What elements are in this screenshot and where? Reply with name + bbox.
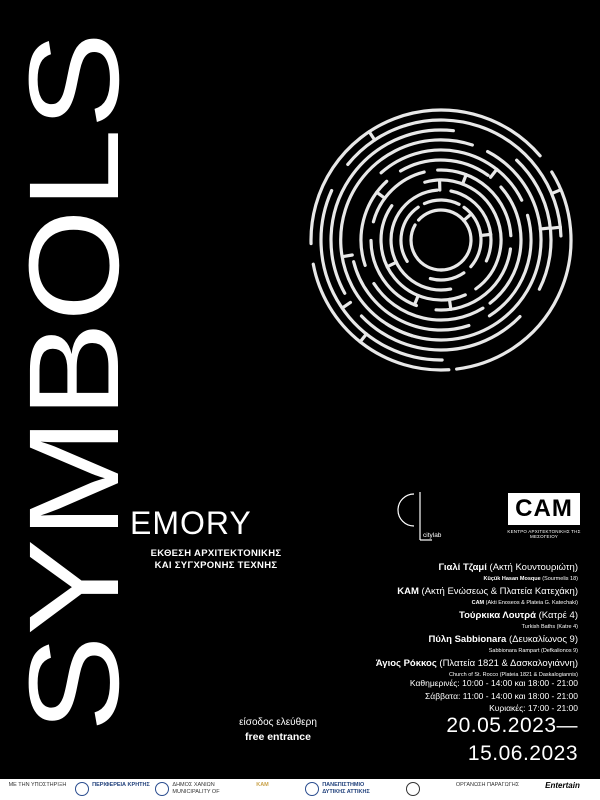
municipality-emblem-icon [155,782,169,796]
labyrinth-arc [313,264,449,370]
memory-word: EMORY [130,505,252,541]
cam-logo-title: CAM [508,493,580,525]
venue-item [278,585,578,608]
region-emblem-icon [75,782,89,796]
venue-name-english: Church of St. Rocco (Plateia 1821 & Daskalogiannis) [448,672,578,678]
venue-item [278,609,578,632]
sponsor-footer [0,779,600,800]
sponsor-logo-kam [225,779,300,800]
sponsor-logo-region [75,779,150,800]
labyrinth-arc [411,225,443,270]
hours-sunday: Κυριακές: 17:00 - 21:00 [489,703,578,713]
vertical-title-graphic [0,20,150,740]
date-start: 20.05.2023— [446,714,578,737]
vertical-title [0,20,150,740]
labyrinth-arc [451,191,491,261]
hours-weekdays: Καθημερινές: 10:00 - 14:00 και 18:00 - 21:00 [409,678,578,688]
citylab-logo [392,488,487,550]
venue-item [278,633,578,656]
labyrinth-arc [401,160,489,175]
cam-logo-caption: ΚΕΝΤΡΟ ΑΡΧΙΤΕΚΤΟΝΙΚΗΣ ΤΗΣ ΜΕΣΟΓΕΙΟΥ [507,529,581,539]
venue-name: Πύλη Sabbionara (Δευκαλίωνος 9) [428,634,578,645]
sponsor-logo-entertain [525,779,600,800]
university-label: ΠΑΝΕΠΙΣΤΗΜΙΟ ΔΥΤΙΚΗΣ ΑΤΤΙΚΗΣ [322,782,370,795]
cam-logo [498,493,590,551]
kam-label: ΚΑΜ [256,782,269,788]
sponsor-logo-support [0,779,75,800]
venue-name-english: Turkish Baths (Katre 4) [521,624,578,630]
labyrinth-wall [342,302,350,308]
labyrinth-svg [305,40,577,440]
venue-item [278,561,578,584]
support-label: ΜΕ ΤΗΝ ΥΠΟΣΤΗΡΙΞΗ [8,782,67,788]
region-label: ΠΕΡΙΦΕΡΕΙΑ ΚΡΗΤΗΣ [92,782,150,788]
venue-name-english: Sabbionara Rampart (Defkalionos 9) [488,648,578,654]
labyrinth-wall [342,255,352,257]
labyrinth-wall [491,169,497,177]
free-entrance-english: free entrance [245,731,311,743]
sponsor-logo-municipality [150,779,225,800]
exhibition-dates [338,712,578,768]
hours-saturday: Σάββατα: 11:00 - 14:00 και 18:00 - 21:00 [425,690,578,701]
venue-name-english: CAM (Akti Enoseos & Plateia G. Katechaki) [471,600,578,606]
sponsor-logo-seal [375,779,450,800]
subtitle-line-1: ΕΚΘΕΣΗ ΑΡΧΙΤΕΚΤΟΝΙΚΗΣ [150,548,282,559]
university-emblem-icon [305,782,319,796]
venue-name: ΚΑΜ (Ακτή Ενώσεως & Πλατεία Κατεχάκη) [397,586,578,597]
date-end: 15.06.2023 [467,742,578,765]
free-entrance-greek: είσοδος ελεύθερη [239,717,317,728]
seal-icon [406,782,420,796]
vertical-title-text: SYMBOLS [3,113,146,732]
venue-list [278,561,578,681]
labyrinth-graphic [305,40,577,440]
subtitle-line-2: ΚΑΙ ΣΥΓΧΡΟΝΗΣ ΤΕΧΝΗΣ [154,560,278,571]
opening-hours [318,677,578,715]
venue-name: Γιαλί Τζαμί (Ακτή Κουντουριώτη) [438,562,578,573]
municipality-label: ΔΗΜΟΣ ΧΑΝΙΩΝ MUNICIPALITY OF [172,782,220,795]
venue-name: Άγιος Ρόκκος (Πλατεία 1821 & Δασκαλογιάννη) [375,658,578,669]
venue-name-english: Küçük Hasan Mosque (Sourmelis 18) [483,576,578,582]
entertain-label: Entertain [545,781,580,790]
sponsor-logo-university [300,779,375,800]
labyrinth-arc [430,273,464,280]
labyrinth-arc [424,200,459,204]
citylab-label: citylab [423,532,442,539]
sponsor-logo-production [450,779,525,800]
production-label: ΟΡΓΑΝΩΣΗ ΠΑΡΑΓΩΓΗΣ [455,782,520,788]
venue-name: Τούρκικα Λουτρά (Κατρέ 4) [459,610,578,621]
labyrinth-arc [419,210,471,270]
free-entrance [228,716,328,744]
citylab-logo-mark [392,488,487,550]
